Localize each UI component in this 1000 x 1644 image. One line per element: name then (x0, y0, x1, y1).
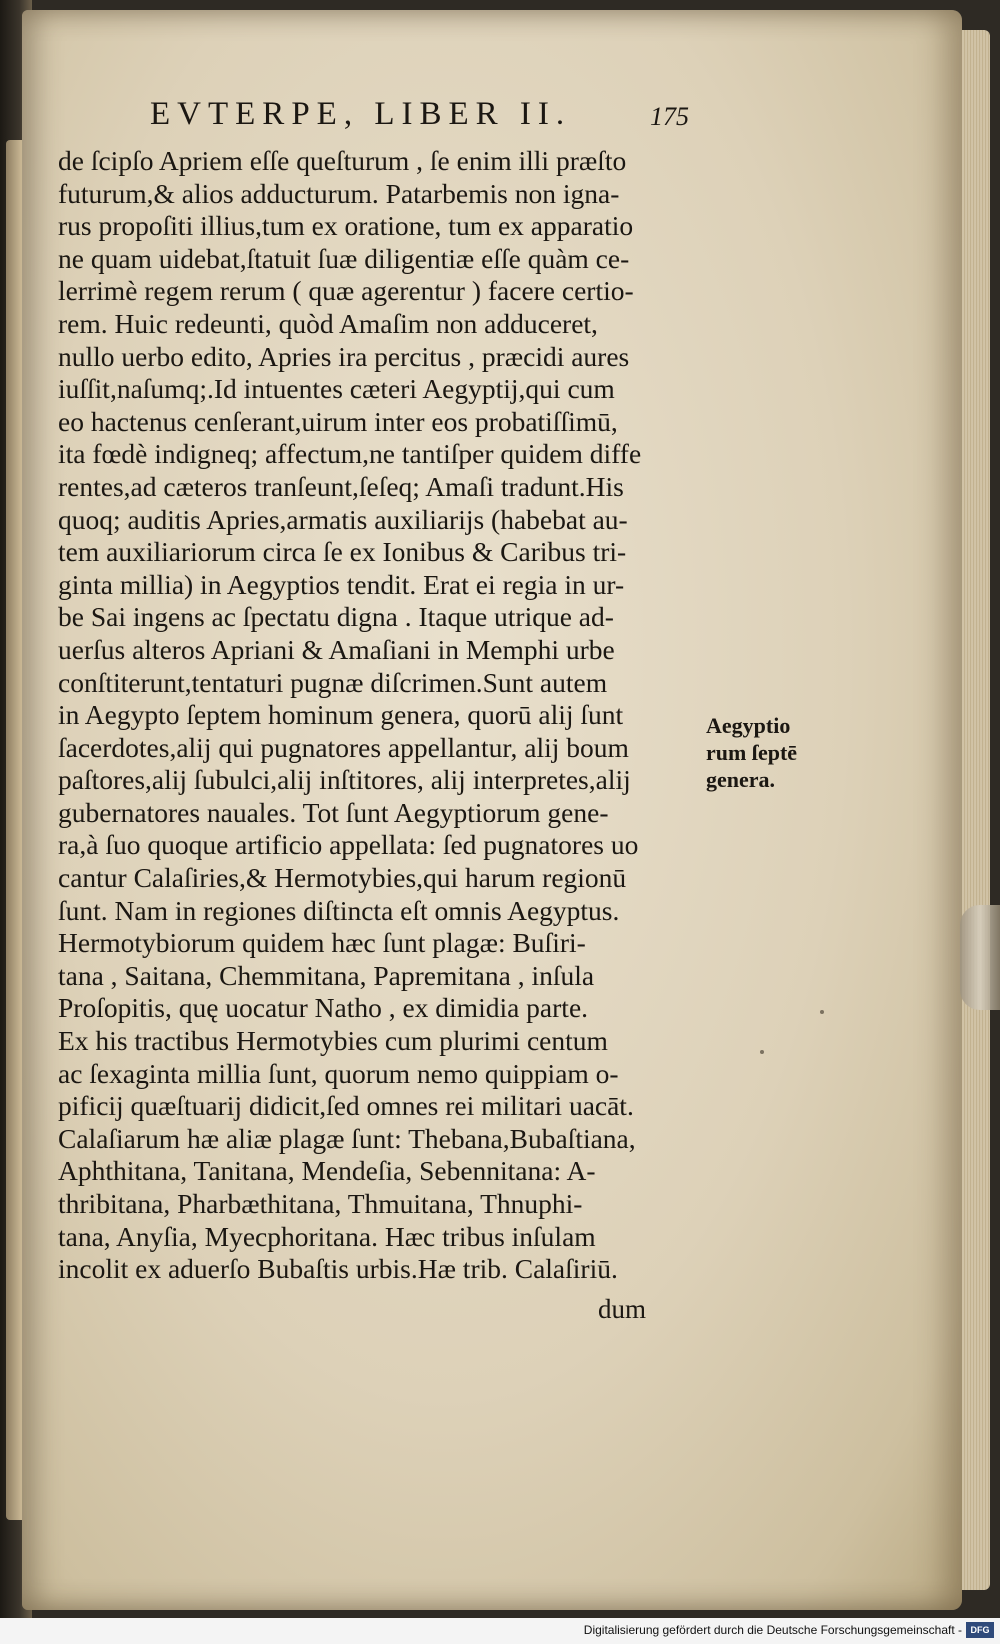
text-line: nullo uerbo edito, Apries ira percitus , præcidi aures (58, 340, 630, 372)
text-line: cantur Calaſiries,& Hermotybies,qui harum regionū (58, 862, 627, 894)
page-number: 175 (650, 102, 689, 131)
page-stack-edge (960, 30, 990, 1590)
text-line: incolit ex aduerſo Bubaſtis urbis.Hæ trib. Calaſiriū. (58, 1253, 618, 1285)
text-line: Calaſiarum hæ aliæ plagæ ſunt: Thebana,Bubaſtiana, (58, 1122, 636, 1154)
main-text-block (58, 145, 698, 1286)
marginal-note-line: rum ſeptē (706, 740, 798, 765)
marginal-note-line: genera. (706, 767, 776, 792)
text-line: futurum,& alios adducturum. Patarbemis non igna- (58, 177, 620, 209)
text-line: paſtores,alij ſubulci,alij inſtitores, alij interpretes,alij (58, 764, 631, 796)
text-line: ſacerdotes,alij qui pugnatores appellantur, alij boum (58, 731, 629, 763)
text-line: ita fœdè indigneq; affectum,ne tantiſper quidem diffe (58, 438, 642, 470)
text-line: quoq; auditis Apries,armatis auxiliarijs (habebat au- (58, 503, 628, 535)
dfg-logo: DFG (966, 1622, 994, 1638)
text-line: tem auxiliariorum circa ſe ex Ionibus & Caribus tri- (58, 536, 627, 568)
text-line: Ex his tractibus Hermotybies cum plurimi centum (58, 1025, 608, 1057)
text-line: rus propoſiti illius,tum ex oratione, tum ex apparatio (58, 210, 634, 242)
funding-credit: Digitalisierung gefördert durch die Deutsche Forschungsgemeinschaft - (583, 1623, 962, 1637)
marginal-note (706, 712, 826, 793)
text-line: eo hactenus cenſerant,uirum inter eos probatiſſimū, (58, 405, 618, 437)
text-line: gubernatores nauales. Tot ſunt Aegyptiorum gene- (58, 796, 609, 828)
text-line: ac ſexaginta millia ſunt, quorum nemo quippiam o- (58, 1057, 619, 1089)
marginal-note-line: Aegyptio (706, 713, 791, 738)
text-line: lerrimè regem rerum ( quæ agerentur ) facere certio- (58, 275, 634, 307)
text-line: Hermotybiorum quidem hæc ſunt plagæ: Buſiri- (58, 927, 586, 959)
running-head: EVTERPE, LIBER II. (150, 96, 572, 132)
page-clip (960, 905, 1000, 1010)
text-line: uerſus alteros Apriani & Amaſiani in Memphi urbe (58, 633, 615, 665)
text-line: thribitana, Pharbæthitana, Thmuitana, Thnuphi- (58, 1188, 583, 1219)
text-line: tana , Saitana, Chemmitana, Papremitana , inſula (58, 959, 595, 991)
text-line: ne quam uidebat,ſtatuit ſuæ diligentiæ eſſe quàm ce- (58, 242, 630, 274)
text-line: de ſcipſo Apriem eſſe queſturum , ſe enim illi præſto (58, 145, 627, 176)
text-line: tana, Anyſia, Myecphoritana. Hæc tribus inſulam (58, 1220, 596, 1252)
text-line: pificij quæſtuarij didicit,ſed omnes rei militari uacāt. (58, 1090, 634, 1122)
footer-bar (0, 1618, 1000, 1644)
ink-speck (760, 1050, 764, 1054)
ink-speck (820, 1010, 824, 1014)
text-line: in Aegypto ſeptem hominum genera, quorū alij ſunt (58, 699, 624, 731)
text-line: rentes,ad cæteros tranſeunt,ſeſeq; Amaſi tradunt.His (58, 470, 624, 502)
text-line: ſunt. Nam in regiones diſtincta eſt omnis Aegyptus. (58, 894, 620, 926)
page-header (150, 96, 740, 146)
text-line: ginta millia) in Aegyptios tendit. Erat ei regia in ur- (58, 568, 625, 600)
text-line: rem. Huic redeunti, quòd Amaſim non adduceret, (58, 307, 598, 339)
text-line: be Sai ingens ac ſpectatu digna . Itaque utrique ad- (58, 601, 614, 633)
catchword: dum (598, 1294, 647, 1324)
text-line: ra,à ſuo quoque artificio appellata: ſed pugnatores uo (58, 829, 639, 861)
text-line: Aphthitana, Tanitana, Mendeſia, Sebennitana: A- (58, 1155, 596, 1187)
text-line: Proſopitis, quę uocatur Natho , ex dimidia parte. (58, 992, 589, 1024)
text-line: conſtiterunt,tentaturi pugnæ diſcrimen.Sunt autem (58, 666, 608, 698)
text-line: iuſſit,naſumq;.Id intuentes cæteri Aegyptij,qui cum (58, 373, 615, 405)
